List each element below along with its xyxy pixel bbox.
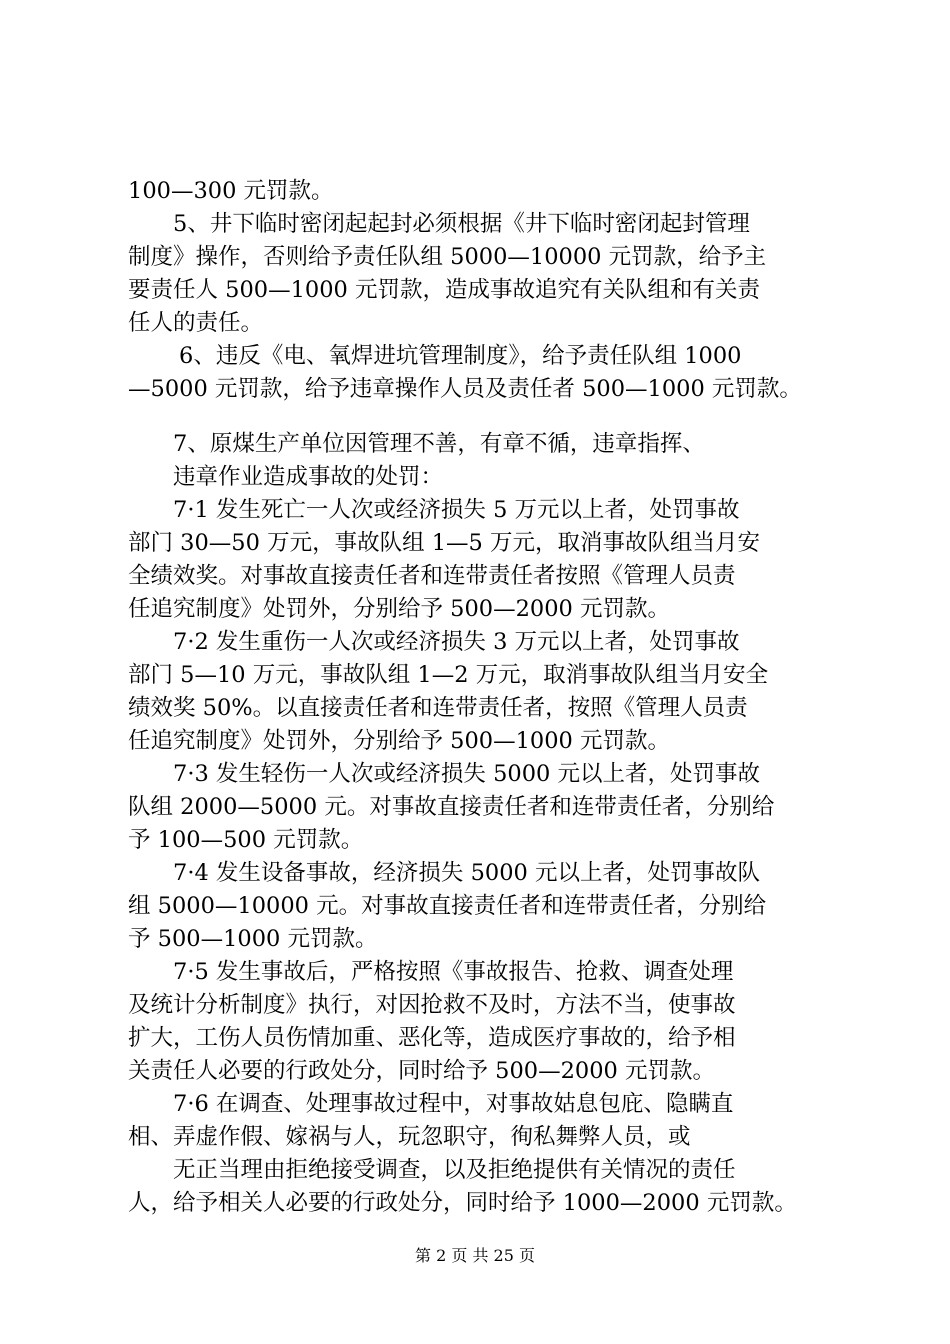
text-line: 任追究制度》处罚外，分别给予 500—2000 元罚款。: [128, 596, 671, 622]
section-7-2-line-1: 7·2 发生重伤一人次或经济损失 3 万元以上者，处罚事故: [173, 629, 740, 655]
text-line: 扩大，工伤人员伤情加重、恶化等，造成医疗事故的，给予相: [128, 1025, 736, 1051]
text-line: 任追究制度》处罚外，分别给予 500—1000 元罚款。: [128, 728, 671, 754]
page-number-footer: 第 2 页 共 25 页: [415, 1246, 535, 1265]
paragraph-7-line-1: 7、原煤生产单位因管理不善，有章不循，违章指挥、: [173, 431, 705, 457]
text-line: —5000 元罚款，给予违章操作人员及责任者 500—1000 元罚款。: [128, 376, 802, 402]
paragraph-5-line-1: 5、井下临时密闭起起封必须根据《井下临时密闭起封管理: [173, 211, 750, 237]
text-line: 制度》操作，否则给予责任队组 5000—10000 元罚款，给予主: [128, 244, 767, 270]
section-7-1-line-1: 7·1 发生死亡一人次或经济损失 5 万元以上者，处罚事故: [173, 497, 740, 523]
text-line: 相、弄虚作假、嫁祸与人，玩忽职守，徇私舞弊人员，或: [128, 1124, 691, 1150]
text-line: 队组 2000—5000 元。对事故直接责任者和连带责任者，分别给: [128, 794, 775, 820]
text-line: 任人的责任。: [128, 310, 264, 336]
text-line: 部门 5—10 万元，事故队组 1—2 万元，取消事故队组当月安全: [128, 662, 769, 688]
section-7-5-line-1: 7·5 发生事故后，严格按照《事故报告、抢救、调查处理: [173, 959, 734, 985]
text-line: 绩效奖 50%。以直接责任者和连带责任者，按照《管理人员责: [128, 695, 748, 721]
text-line: 100—300 元罚款。: [128, 178, 334, 204]
text-line: 关责任人必要的行政处分，同时给予 500—2000 元罚款。: [128, 1058, 716, 1084]
text-line: 全绩效奖。对事故直接责任者和连带责任者按照《管理人员责: [128, 563, 736, 589]
section-7-6-line-1: 7·6 在调查、处理事故过程中，对事故姑息包庇、隐瞒直: [173, 1091, 734, 1117]
section-7-4-line-1: 7·4 发生设备事故，经济损失 5000 元以上者，处罚事故队: [173, 860, 761, 886]
text-line: 组 5000—10000 元。对事故直接责任者和连带责任者，分别给: [128, 893, 767, 919]
text-line: 予 500—1000 元罚款。: [128, 926, 378, 952]
text-line: 予 100—500 元罚款。: [128, 827, 364, 853]
text-line: 部门 30—50 万元，事故队组 1—5 万元，取消事故队组当月安: [128, 530, 761, 556]
text-line: 要责任人 500—1000 元罚款，造成事故追究有关队组和有关责: [128, 277, 761, 303]
paragraph-7-line-2: 违章作业造成事故的处罚：: [173, 464, 444, 490]
paragraph-6-line-1: 6、违反《电、氧焊进坑管理制度》，给予责任队组 1000: [179, 343, 742, 369]
text-line: 人，给予相关人必要的行政处分，同时给予 1000—2000 元罚款。: [128, 1190, 797, 1216]
section-7-3-line-1: 7·3 发生轻伤一人次或经济损失 5000 元以上者，处罚事故: [173, 761, 761, 787]
text-line: 及统计分析制度》执行，对因抢救不及时，方法不当，使事故: [128, 992, 736, 1018]
text-line: 无正当理由拒绝接受调查，以及拒绝提供有关情况的责任: [173, 1157, 736, 1183]
